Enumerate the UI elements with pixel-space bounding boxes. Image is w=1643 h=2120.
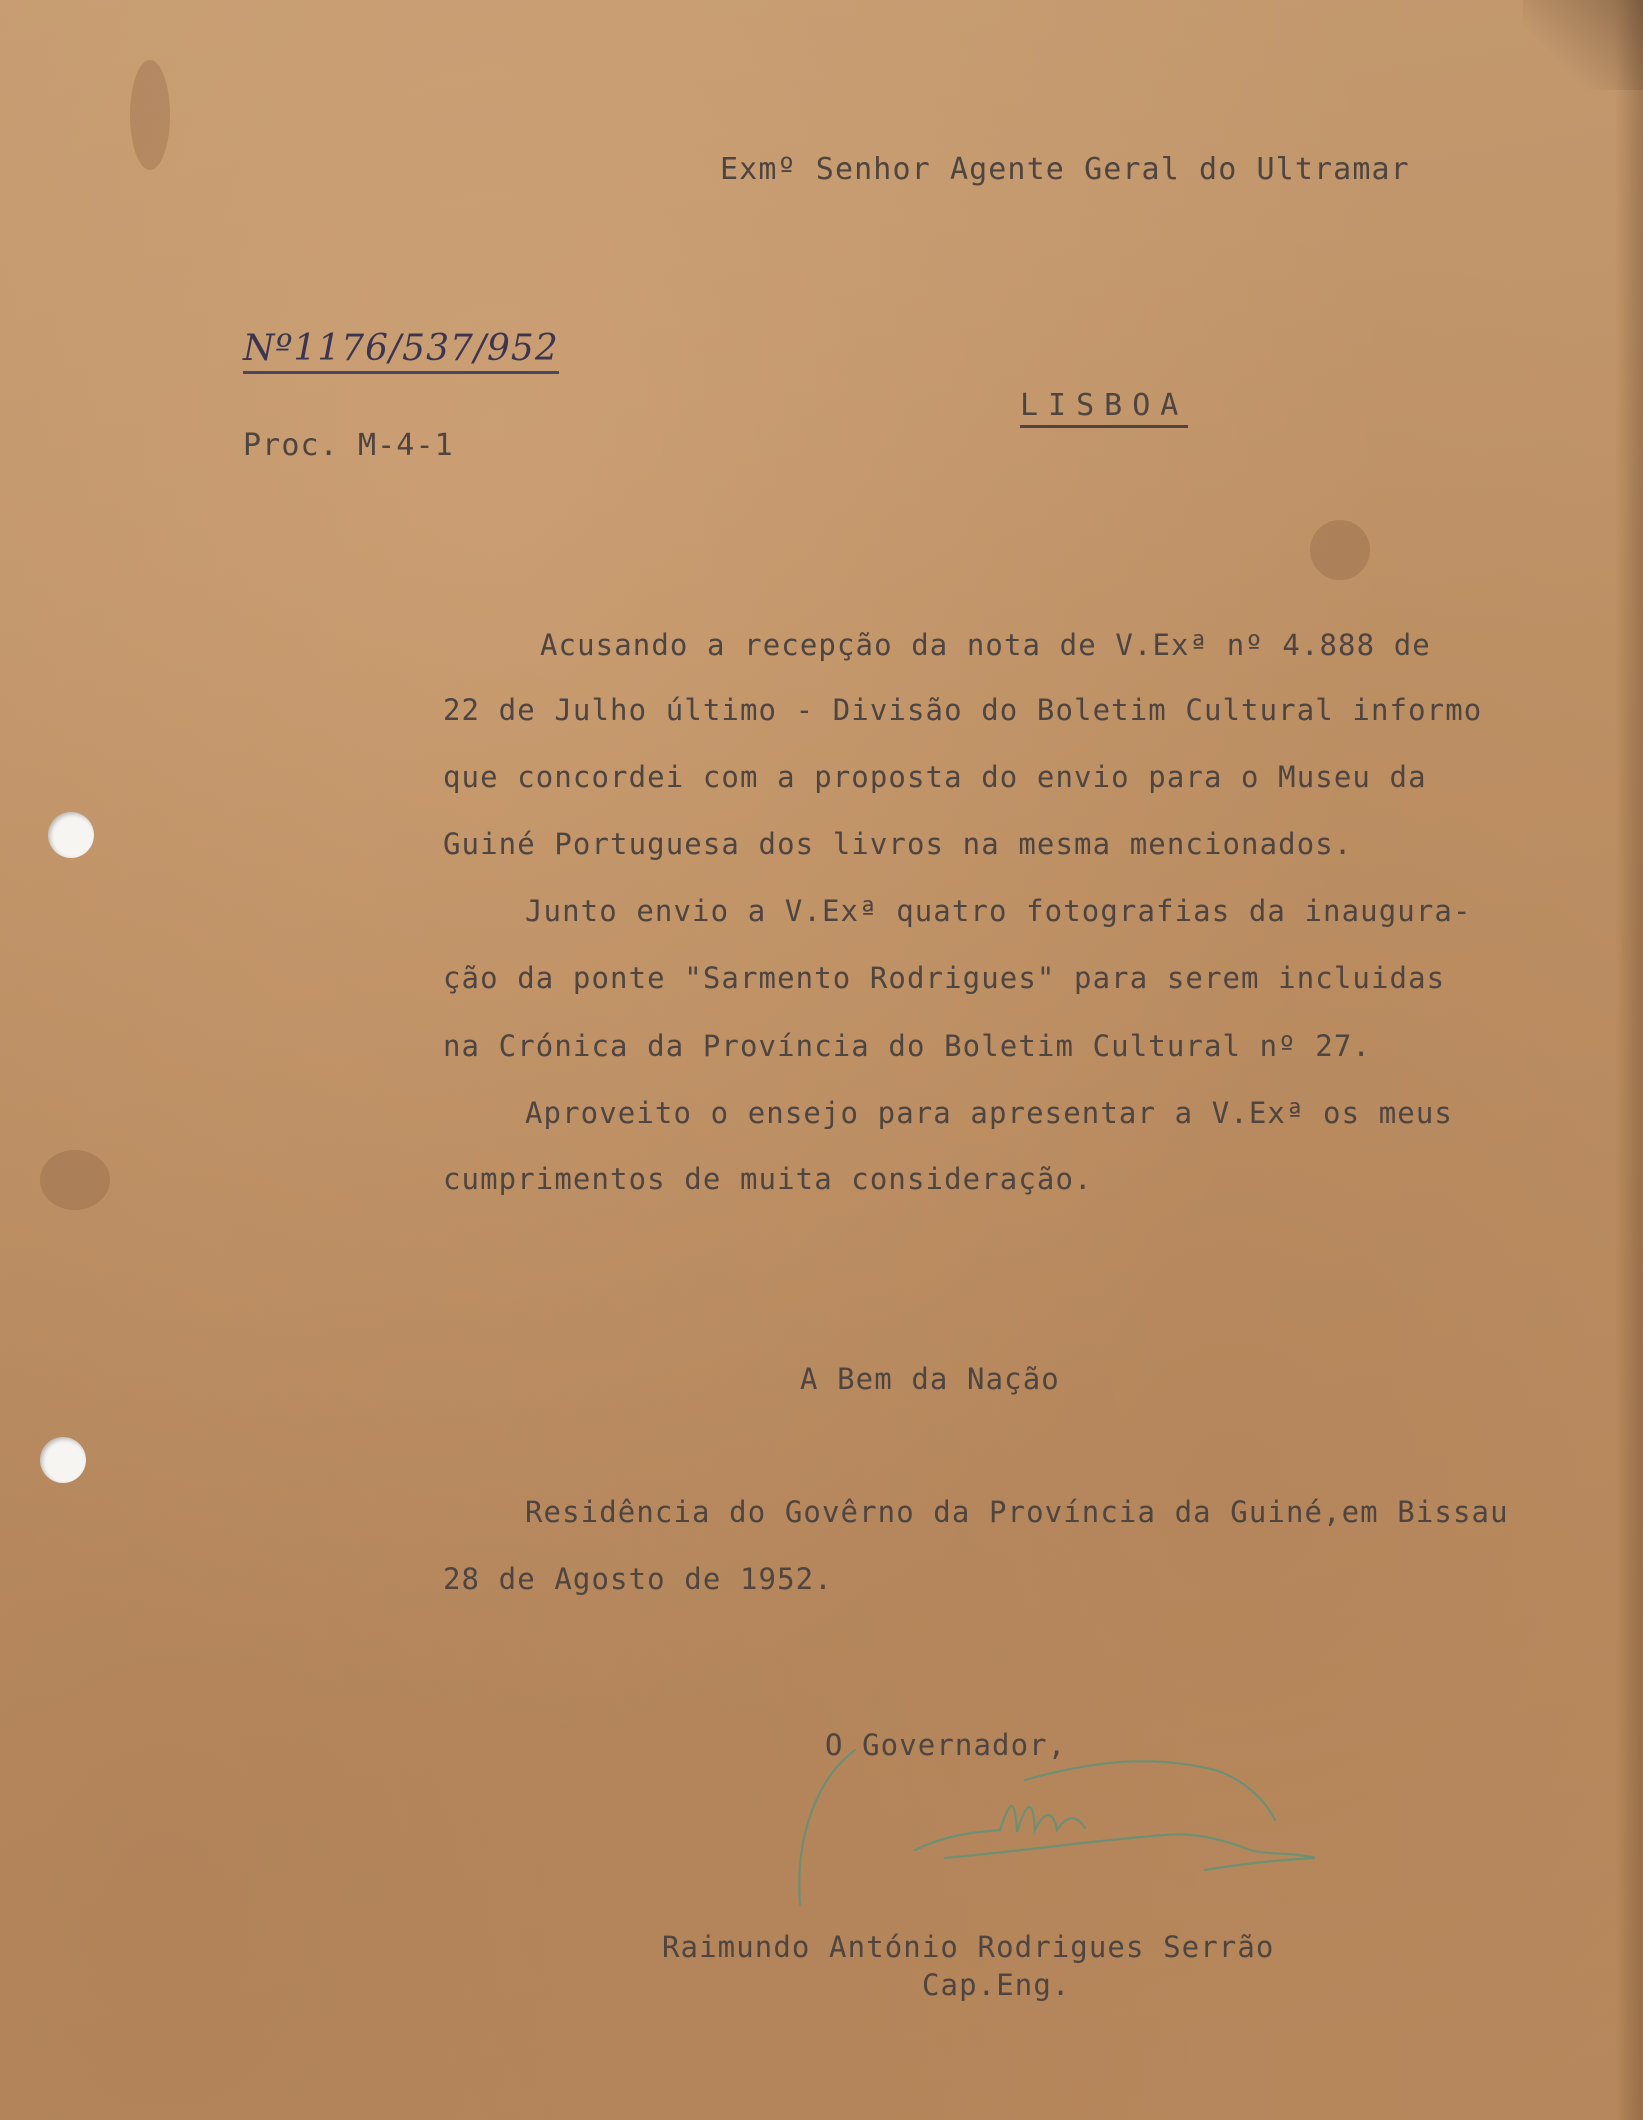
punch-hole-bottom [40,1437,86,1483]
stain-spot [40,1150,110,1210]
closing-salutation: A Bem da Nação [800,1362,1060,1396]
signatory-role: O Governador, [825,1728,1067,1762]
punch-hole-top [48,812,94,858]
signatory-name: Raimundo António Rodrigues Serrão [662,1930,1275,1964]
closing-date: 28 de Agosto de 1952. [443,1562,833,1596]
signatory-rank: Cap.Eng. [922,1968,1071,2002]
addressee-line: Exmº Senhor Agente Geral do Ultramar [720,152,1410,187]
body-line: que concordei com a proposta do envio para o Museu da [443,760,1427,794]
body-line: cumprimentos de muita consideração. [443,1162,1093,1196]
body-line: 22 de Julho último - Divisão do Boletim Cultural informo [443,693,1483,727]
body-line: na Crónica da Província do Boletim Cultural nº 27. [443,1029,1371,1063]
reference-number: Nº1176/537/952 [243,328,559,374]
process-number: Proc. M-4-1 [243,428,454,463]
page-edge-shadow [1615,0,1643,2120]
stain-spot [130,60,170,170]
handwritten-signature [795,1740,1335,1910]
closing-place: Residência do Govêrno da Província da Guiné,em Bissau [525,1495,1509,1529]
body-line: Aproveito o ensejo para apresentar a V.Exª os meus [525,1096,1453,1130]
body-line: ção da ponte "Sarmento Rodrigues" para serem incluidas [443,961,1446,995]
body-line: Acusando a recepção da nota de V.Exª nº 4.888 de [540,628,1431,662]
body-line: Junto envio a V.Exª quatro fotografias da inaugura- [525,894,1472,928]
corner-fold [1523,0,1643,90]
body-line: Guiné Portuguesa dos livros na mesma mencionados. [443,827,1353,861]
stain-spot [1310,520,1370,580]
city-heading: LISBOA [1020,388,1188,428]
